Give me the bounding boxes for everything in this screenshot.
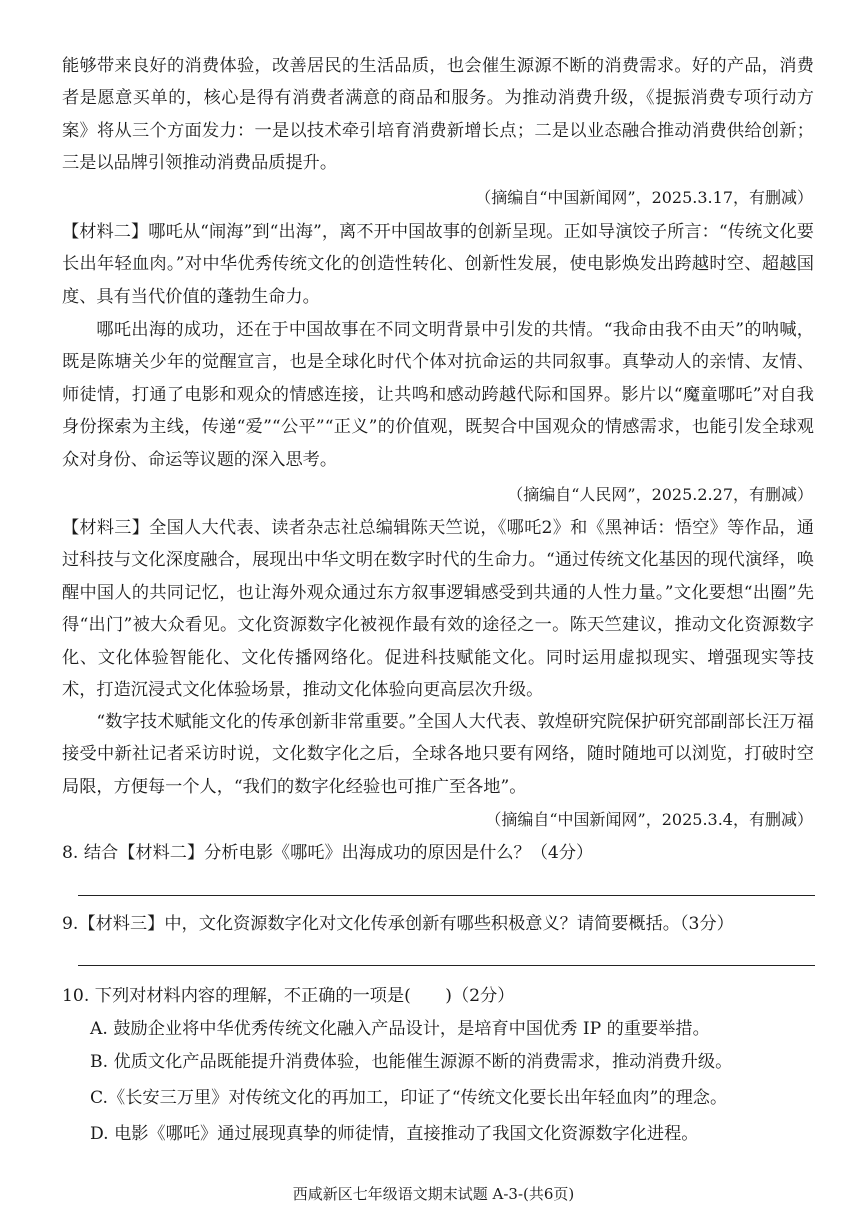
page-footer: 西咸新区七年级语文期末试题 A-3-(共6页) <box>292 1185 575 1203</box>
material3-paragraph-1: 【材料三】全国人大代表、读者杂志社总编辑陈天竺说，《哪吒2》和《黑神话：悟空》等作品，通过科技与文化深度融合，展现出中华文明在数字时代的生命力。“通过传统文化基因的现代演绎，唤醒中国人的共同记忆，也让海外观众通过东方叙事逻辑感受到共通的人性力量。”文化要想“出圈”先得“出门”被大众看见。文化资源数字化被视作最有效的途径之一。陈天竺建议，推动文化资源数字化、文化体验智能化、文化传播网络化。促进科技赋能文化。同时运用虚拟现实、增强现实等技术，打造沉浸式文化体验场景，推动文化体验向更高层次升级。 <box>62 518 814 701</box>
material2-paragraph-1: 【材料二】哪吒从“闹海”到“出海”，离不开中国故事的创新呈现。正如导演饺子所言：“传统文化要长出年轻血肉。”对中华优秀传统文化的创造性转化、创新性发展，使电影焕发出跨越时空、超越国度、具有当代价值的蓬勃生命力。 <box>62 222 814 307</box>
material2-paragraph-2: 哪吒出海的成功，还在于中国故事在不同文明背景中引发的共情。“我命由我不由天”的呐喊，既是陈塘关少年的觉醒宣言，也是全球化时代个体对抗命运的共同叙事。真挚动人的亲情、友情、师徒情，打通了电影和观众的情感连接，让共鸣和感动跨越代际和国界。影片以“魔童哪吒”对自我身份探索为主线，传递“爱”“公平”“正义”的价值观，既契合中国观众的情感需求，也能引发全球观众对身份、命运等议题的深入思考。 <box>62 320 814 470</box>
material3-paragraph-2: “数字技术赋能文化的传承创新非常重要。”全国人大代表、敦煌研究院保护研究部副部长汪万福接受中新社记者采访时说，文化数字化之后，全球各地只要有网络，随时随地可以浏览，打破时空局限，方便每一个人，“我们的数字化经验也可推广至各地”。 <box>62 712 814 797</box>
material3-source: （摘编自“中国新闻网”，2025.3.4，有删减） <box>485 810 813 829</box>
material1-source: （摘编自“中国新闻网”，2025.3.17，有删减） <box>475 188 813 207</box>
option-b: B. 优质文化产品既能提升消费体验，也能催生源源不断的消费需求，推动消费升级。 <box>90 1052 733 1072</box>
question-9: 9.【材料三】中，文化资源数字化对文化传承创新有哪些积极意义？请简要概括。（3分） <box>62 914 734 934</box>
question-10: 10. 下列对材料内容的理解，不正确的一项是( )（2分） <box>62 986 515 1006</box>
option-d: D. 电影《哪吒》通过展现真挚的师徒情，直接推动了我国文化资源数字化进程。 <box>90 1124 699 1144</box>
answer-line-q9[interactable] <box>78 965 815 966</box>
question-8: 8. 结合【材料二】分析电影《哪吒》出海成功的原因是什么？（4分） <box>62 843 594 863</box>
material2-source: （摘编自“人民网”，2025.2.27，有删减） <box>507 485 813 504</box>
answer-line-q8[interactable] <box>78 895 815 896</box>
option-a: A. 鼓励企业将中华优秀传统文化融入产品设计，是培育中国优秀 IP 的重要举措。 <box>90 1019 710 1039</box>
option-c: C.《长安三万里》对传统文化的再加工，印证了“传统文化要长出年轻血肉”的理念。 <box>90 1088 728 1108</box>
material1-tail: 能够带来良好的消费体验，改善居民的生活品质，也会催生源源不断的消费需求。好的产品，消费者是愿意买单的，核心是得有消费者满意的商品和服务。为推动消费升级，《提振消费专项行动方案》将从三个方面发力：一是以技术牵引培育消费新增长点；二是以业态融合推动消费供给创新；三是以品牌引领推动消费品质提升。 <box>62 56 814 174</box>
